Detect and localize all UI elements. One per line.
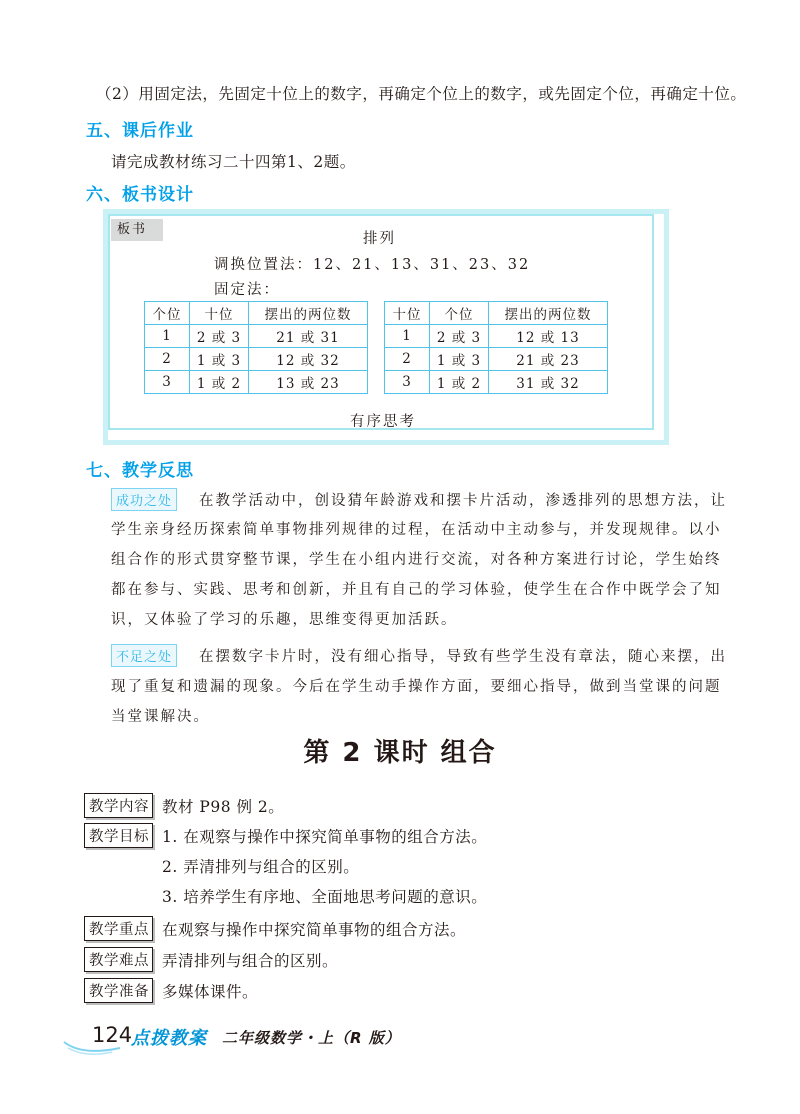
- table-row: [385, 371, 608, 394]
- section6-heading: 六、板书设计: [86, 185, 194, 205]
- key-label: 教学重点: [84, 916, 153, 941]
- table-row: [145, 348, 368, 371]
- table-header-cell: 十位: [385, 302, 430, 325]
- lack-tag: 不足之处: [111, 644, 177, 667]
- lack-line: 在摆数字卡片时，没有细心指导，导致有些学生没有章法，随心来摆，出: [199, 649, 727, 665]
- table-cell: 3: [385, 371, 430, 394]
- page-number: 124: [92, 1023, 133, 1047]
- section7-heading: 七、教学反思: [86, 461, 194, 481]
- table-cell: 31 或 32: [489, 371, 608, 394]
- table-cell: 1 或 2: [190, 371, 249, 394]
- footer-subtitle: 二年级数学・上（R 版）: [222, 1029, 401, 1047]
- prep-label: 教学准备: [84, 978, 153, 1003]
- goal-label: 教学目标: [84, 823, 153, 848]
- table-cell: 3: [145, 371, 190, 394]
- table-row: [385, 348, 608, 371]
- board-left-table: [144, 301, 368, 394]
- prep-text: 多媒体课件。: [162, 983, 259, 1001]
- table-row: [145, 325, 368, 348]
- table-cell: 2 或 3: [190, 325, 249, 348]
- goal-item: 1. 在观察与操作中探究简单事物的组合方法。: [162, 828, 488, 846]
- table-cell: 1: [145, 325, 190, 348]
- table-header-row: [145, 302, 368, 325]
- table-cell: 1: [385, 325, 430, 348]
- key-text: 在观察与操作中探究简单事物的组合方法。: [162, 921, 467, 939]
- table-cell: 2: [385, 348, 430, 371]
- table-header-cell: 摆出的两位数: [249, 302, 368, 325]
- section5-heading: 五、课后作业: [86, 121, 194, 141]
- board-right-table: [384, 301, 608, 394]
- goal-item: 3. 培养学生有序地、全面地思考问题的意识。: [162, 888, 488, 906]
- table-header-cell: 摆出的两位数: [489, 302, 608, 325]
- difficulty-text: 弄清排列与组合的区别。: [162, 952, 339, 970]
- lack-line: 当堂课解决。: [111, 709, 210, 725]
- content-text: 教材 P98 例 2。: [162, 798, 285, 816]
- success-line: 学生亲身经历探索简单事物排列规律的过程，在活动中主动参与，并发现规律。以小: [111, 522, 722, 538]
- goal-item: 2. 弄清排列与组合的区别。: [162, 858, 360, 876]
- lesson2-title: 第 2 课时 组合: [303, 738, 497, 768]
- board-tag: 板书: [111, 219, 163, 241]
- board-title: 排列: [363, 231, 396, 247]
- board-fixed-method: 固定法：: [214, 282, 280, 298]
- success-line: 组合作的形式贯穿整节课，学生在小组内进行交流，对各种方案进行讨论，学生始终: [111, 552, 722, 568]
- table-cell: 1 或 3: [190, 348, 249, 371]
- intro-line: （2）用固定法，先固定十位上的数字，再确定个位上的数字，或先固定个位，再确定十位。: [96, 85, 747, 103]
- success-line: 识，又体验了学习的乐趣，思维变得更加活跃。: [111, 612, 458, 628]
- footer-brand-logo: 点拨教案: [131, 1028, 207, 1049]
- table-header-cell: 个位: [145, 302, 190, 325]
- success-line: 在教学活动中，创设猜年龄游戏和摆卡片活动，渗透排列的思想方法，让: [199, 493, 727, 509]
- table-header-row: [385, 302, 608, 325]
- table-cell: 13 或 23: [249, 371, 368, 394]
- table-row: [385, 325, 608, 348]
- table-header-cell: 个位: [430, 302, 489, 325]
- table-cell: 2 或 3: [430, 325, 489, 348]
- success-line: 都在参与、实践、思考和创新，并且有自己的学习体验，使学生在合作中既学会了知: [111, 582, 722, 598]
- table-cell: 12 或 32: [249, 348, 368, 371]
- board-swap-method: 调换位置法：12、21、13、31、23、32: [214, 257, 531, 273]
- board-footer: 有序思考: [350, 414, 416, 430]
- success-tag: 成功之处: [111, 488, 177, 511]
- section5-text: 请完成教材练习二十四第1、2题。: [111, 153, 356, 171]
- table-cell: 21 或 31: [249, 325, 368, 348]
- table-header-cell: 十位: [190, 302, 249, 325]
- lack-line: 现了重复和遗漏的现象。今后在学生动手操作方面，要细心指导，做到当堂课的问题: [111, 679, 722, 695]
- table-cell: 12 或 13: [489, 325, 608, 348]
- table-cell: 2: [145, 348, 190, 371]
- table-row: [145, 371, 368, 394]
- table-cell: 21 或 23: [489, 348, 608, 371]
- content-label: 教学内容: [84, 793, 153, 818]
- difficulty-label: 教学难点: [84, 947, 153, 972]
- table-cell: 1 或 3: [430, 348, 489, 371]
- table-cell: 1 或 2: [430, 371, 489, 394]
